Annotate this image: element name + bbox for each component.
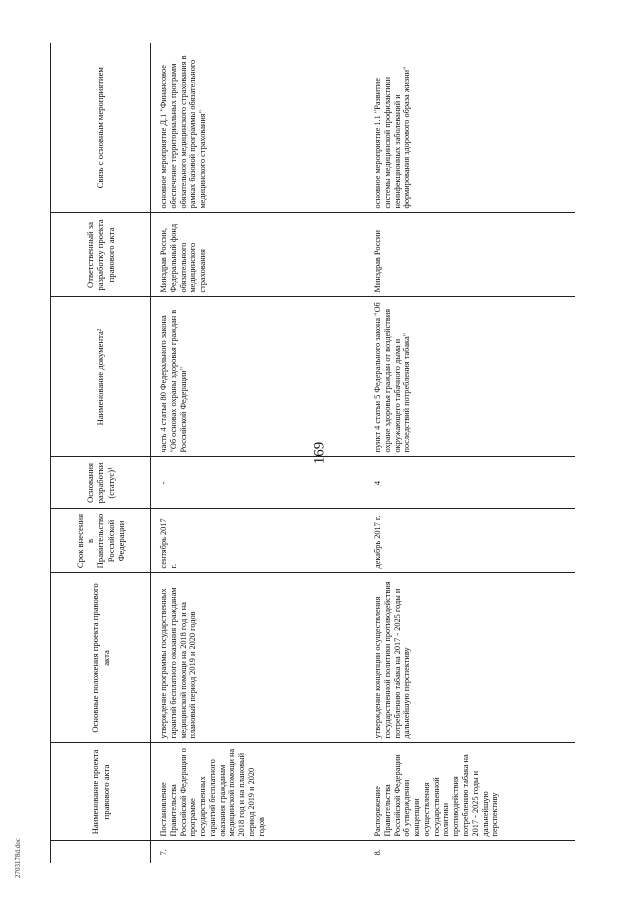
table-header-row [51, 43, 151, 863]
basis-cell: 4 [369, 457, 575, 509]
header-document: Наименование документа² [51, 297, 151, 457]
table-row [369, 43, 575, 863]
legal-acts-table [50, 43, 575, 863]
header-number [51, 841, 151, 863]
header-provisions: Основные положения проекта правового акта [51, 573, 151, 743]
provisions-cell: утверждение концепции осуществления государственной политики противодействия потреблению табака на 2017 - 2025 годы и дальнейшую перспективу [369, 573, 575, 743]
header-deadline: Срок внесения в Правительство Российской Федерации [51, 509, 151, 573]
responsible-cell: Минздрав России [369, 213, 575, 297]
document-id: 2703178d.doc [14, 838, 22, 878]
row-number: 8. [373, 849, 382, 856]
table-row [151, 43, 370, 863]
responsible-cell: Минздрав России, Федеральный фонд обязательного медицинского страхования [151, 213, 370, 297]
act-name-cell: Постановление Правительства Российской Федерации о программе государственных гарантий бесплатного оказания гражданам медицинской помощи на 2018 год и на плановый период 2019 и 2020 годов [151, 743, 370, 841]
row-number: 7. [159, 849, 168, 856]
header-basis: Основания разработки (статус)¹ [51, 457, 151, 509]
header-responsible: Ответственный за разработку проекта правового акта [51, 213, 151, 297]
provisions-cell: утверждение программы государственных гарантий бесплатного оказания гражданам медицинской помощи на 2018 год и на плановый период 2019 и 2020 годов [151, 573, 370, 743]
document-cell: часть 4 статьи 80 Федерального закона "Об основах охраны здоровья граждан в Российской Федерации" [151, 297, 370, 457]
deadline-cell: декабрь 2017 г. [369, 509, 575, 573]
basis-cell: - [151, 457, 370, 509]
link-cell: основное мероприятие Д.1 "Финансовое обеспечение территориальных программ обязательного медицинского страхования в рамках базовой программы обязательного медицинского страхования" [151, 43, 370, 213]
link-cell: основное мероприятие 1.1 "Развитие системы медицинской профилактики неинфекционных заболеваний и формирования здорового образа жизни" [369, 43, 575, 213]
document-cell: пункт 4 статьи 5 Федерального закона "Об охране здоровья граждан от воздействия окружающего табачного дыма и последствий потребления табака" [369, 297, 575, 457]
header-link: Связь с основным мероприятием [51, 43, 151, 213]
act-name-cell: Распоряжение Правительства Российской Федерации об утверждении концепции осуществления государственной политики противодействия потреблению табака на 2017 - 2025 годы и дальнейшую перспективу [369, 743, 575, 841]
deadline-cell: сентябрь 2017 г. [151, 509, 370, 573]
rotated-table-container [50, 43, 590, 863]
page-number: 169 [311, 441, 328, 465]
header-act-name: Наименование проекта правового акта [51, 743, 151, 841]
